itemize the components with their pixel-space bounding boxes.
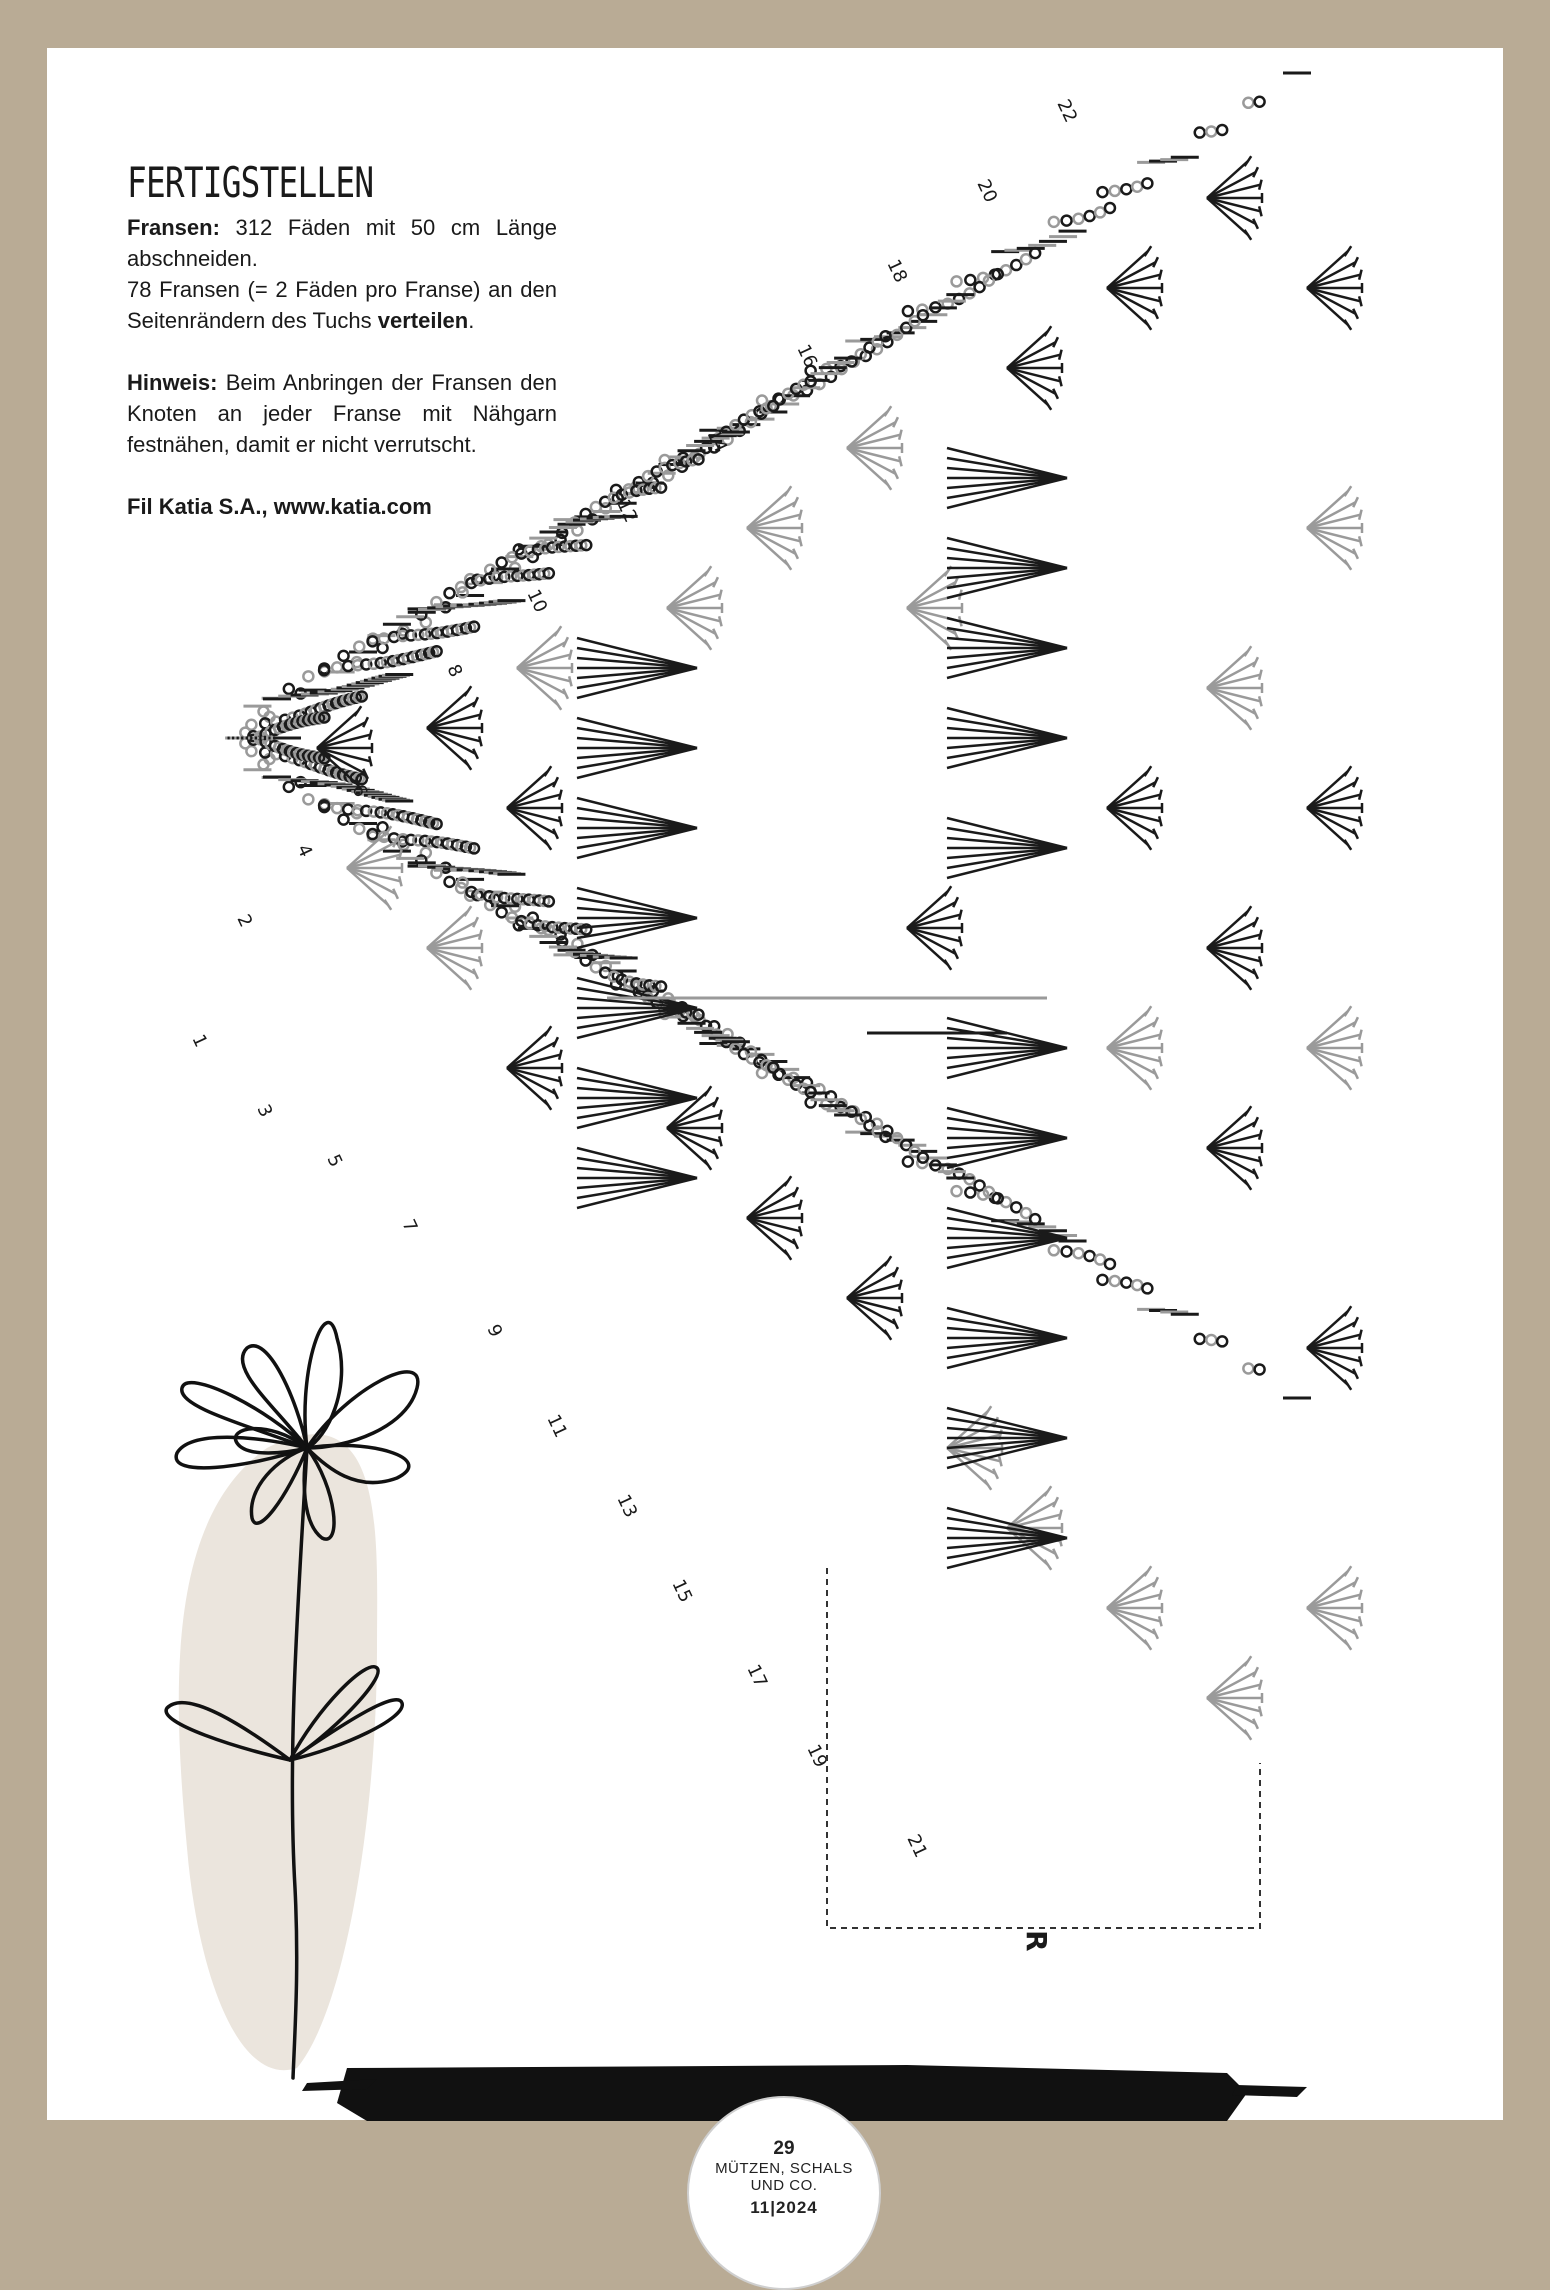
row-label-odd: 1 [187,1031,212,1051]
row-label-even: 6 [347,781,372,801]
magazine-title-line1: MÜTZEN, SCHALS [715,2160,853,2177]
page [47,48,1503,2217]
row-label-even: 2 [232,911,257,931]
page-badge [687,2096,881,2290]
row-label-even: 4 [292,841,317,861]
row-label-even: 16 [792,341,822,371]
fringes-text-b: 78 Fransen (= 2 Fäden pro Franse) an den Seitenrändern des Tuchs [127,277,557,333]
row-label-odd: 13 [612,1491,642,1521]
fringes-text-end: . [468,308,475,333]
row-label-even: 20 [972,176,1002,206]
row-label-even: 22 [1052,96,1082,126]
row-label-even: 18 [882,256,912,286]
row-label-even: 8 [442,661,467,681]
finishing-heading: FERTIGSTELLEN [127,158,374,207]
note-label: Hinweis: [127,370,218,395]
row-label-odd: 5 [322,1151,347,1171]
repeat-label: R [1020,1930,1053,1952]
issue-number: 11|2024 [750,2198,818,2217]
row-label-even: 12 [612,496,642,526]
flower-illustration [127,1328,447,2088]
fringes-text-bold: verteilen [377,308,469,333]
fringes-label: Fransen: [127,215,220,240]
row-label-odd: 3 [252,1101,277,1121]
row-label-odd: 21 [902,1831,932,1861]
repeat-bracket [827,1568,1260,1928]
note-text: Beim Anbringen der Fransen den Knoten an jeder Franse mit Nähgarn festnähen, damit er nicht verrutscht. [127,370,557,457]
row-label-odd: 17 [742,1661,772,1691]
page-number: 29 [773,2138,795,2159]
row-label-odd: 11 [542,1411,572,1441]
magazine-title-line2: UND CO. [750,2177,818,2194]
row-label-odd: 19 [802,1741,832,1771]
row-label-odd: 9 [482,1321,507,1341]
row-label-even: 14 [702,426,732,456]
credit-text: Fil Katia S.A., www.katia.com [127,494,432,519]
row-label-even: 10 [522,586,552,616]
row-label-odd: 15 [667,1576,697,1606]
row-label-odd: 7 [397,1216,422,1236]
fringes-text-a: 312 Fäden mit 50 cm Länge abschneiden. [127,215,557,271]
